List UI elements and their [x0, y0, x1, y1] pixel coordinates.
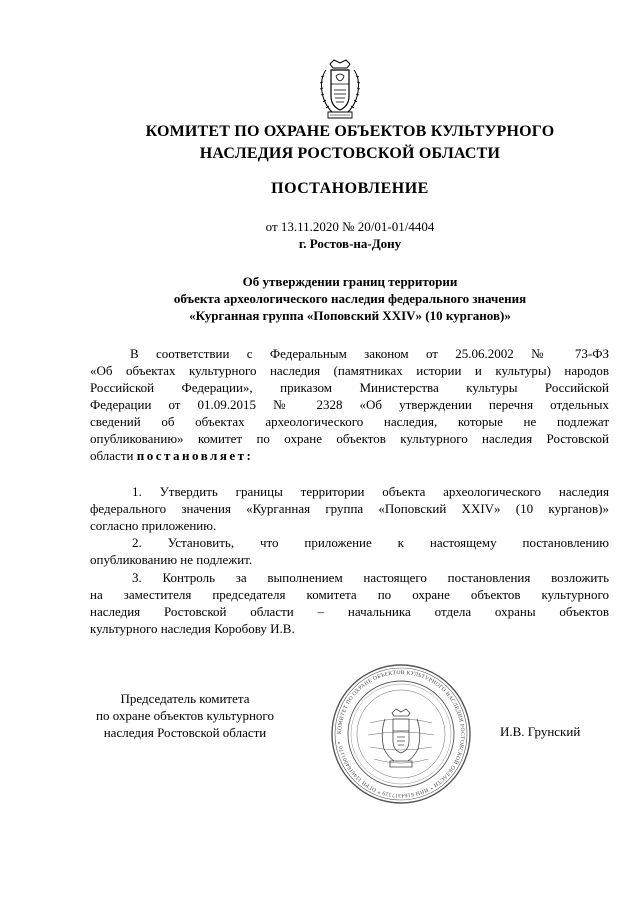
subject-line: Об утверждении границ территории [242, 274, 458, 289]
signer-name: И.В. Грунский [500, 724, 581, 739]
subject-line: «Курганная группа «Поповский XXIV» (10 курганов)» [189, 308, 511, 323]
organization-name-line-1: КОМИТЕТ ПО ОХРАНЕ ОБЪЕКТОВ КУЛЬТУРНОГО [145, 123, 555, 140]
signer-title-line: наследия Ростовской области [103, 725, 267, 740]
organization-name-line-2: НАСЛЕДИЯ РОСТОВСКОЙ ОБЛАСТИ [199, 145, 501, 162]
preamble-line: сведений об объектах археологического наследия, которые не подлежат [90, 414, 609, 429]
item-1-line: согласно приложению. [90, 518, 217, 533]
preamble-line [90, 447, 609, 464]
seal-ring-text: КОМИТЕТ ПО ОХРАНЕ ОБЪЕКТОВ КУЛЬТУРНОГО НАСЛЕДИЯ РОСТОВСКОЙ ОБЛАСТИ * ИНН 6164317329 * ОГРН 1146164001170 * [336, 669, 466, 799]
item-1-line: 1. Утвердить границы территории объекта археологического наследия [132, 484, 609, 499]
item-3-line: наследия Ростовской области – начальника отдела охраны объектов [90, 604, 609, 619]
item-1-line: федерального значения «Курганная группа «Поповский XXIV» (10 курганов)» [90, 501, 609, 516]
resolution-keyword: постановляет: [136, 448, 254, 463]
item-3-line: 3. Контроль за выполнением настоящего постановления возложить [132, 570, 609, 585]
item-3-line: культурного наследия Коробову И.В. [90, 621, 295, 636]
preamble-last-words: области [90, 448, 134, 463]
signer-title-line: по охране объектов культурного [96, 708, 274, 723]
coat-of-arms-emblem [318, 58, 362, 120]
preamble-line: «Об объектах культурного наследия (памятниках истории и культуры) народов [90, 363, 609, 378]
subject-line: объекта археологического наследия федерального значения [173, 291, 527, 306]
item-2-line: 2. Установить, что приложение к настоящему постановлению [132, 535, 609, 550]
document-city: г. Ростов-на-Дону [298, 236, 402, 251]
item-3-line: на заместителя председателя комитета по охране объектов культурного [90, 587, 609, 602]
preamble-line: Российской Федерации», приказом Министерства культуры Российской [90, 380, 609, 395]
document-date-number: от 13.11.2020 № 20/01-01/4404 [265, 219, 435, 234]
official-seal [330, 663, 472, 805]
preamble-line: опубликованию» комитет по охране объектов культурного наследия Ростовской [90, 431, 609, 446]
document-type-title: ПОСТАНОВЛЕНИЕ [271, 180, 429, 197]
preamble-line: В соответствии с Федеральным законом от 25.06.2002 № 73-ФЗ [130, 346, 609, 361]
preamble-line: Федерации от 01.09.2015 № 2328 «Об утверждении перечня отдельных [90, 397, 609, 412]
item-2-line: опубликованию не подлежит. [90, 552, 253, 567]
signer-title-line: Председатель комитета [120, 691, 250, 706]
